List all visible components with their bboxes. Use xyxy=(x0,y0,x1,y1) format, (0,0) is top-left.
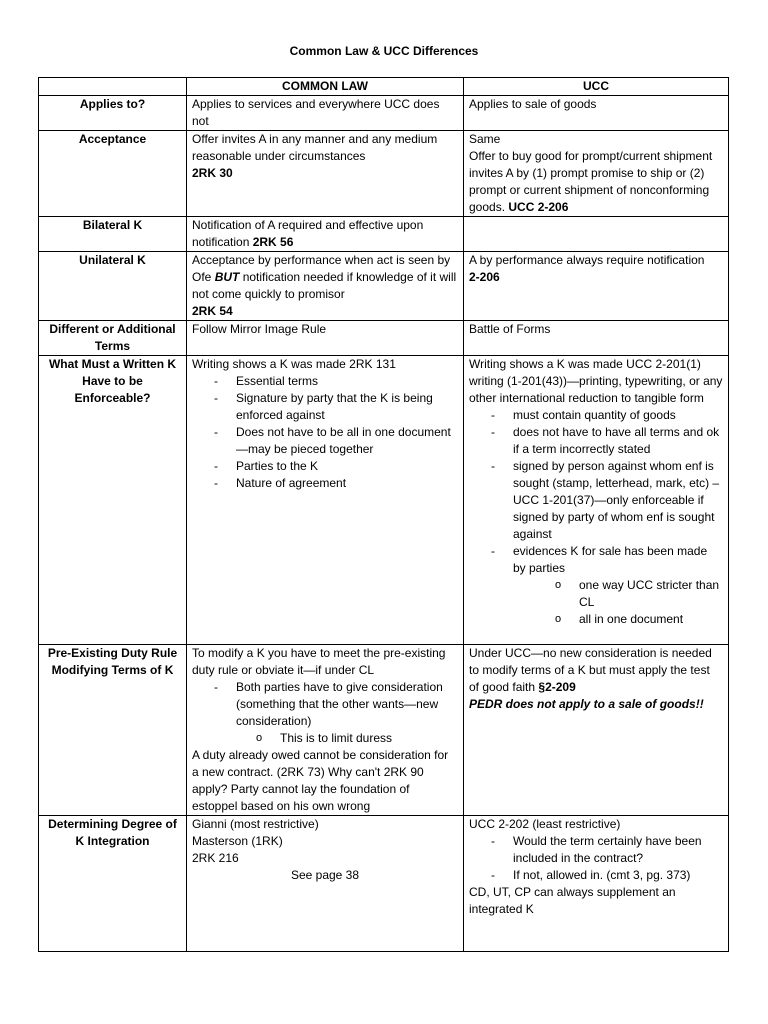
cl-list xyxy=(192,373,458,492)
ucc-cell xyxy=(464,645,729,816)
ucc-note: PEDR does not apply to a sale of goods!! xyxy=(469,697,704,711)
ucc-list xyxy=(469,407,723,628)
row-acceptance xyxy=(39,131,729,217)
cl-but: BUT xyxy=(214,270,240,284)
sub-list-item: o one way UCC stricter than CL xyxy=(555,577,723,611)
cl-outro: A duty already owed cannot be consideration for a new contract. (2RK 73) Why can't 2RK 90 apply? Party cannot lay the foundation of estoppel based on his own wrong xyxy=(192,748,449,813)
cl-line: Gianni (most restrictive) xyxy=(192,817,319,831)
ucc-cell xyxy=(464,816,729,952)
list-item: - Essential terms xyxy=(214,373,458,390)
ucc-cell xyxy=(464,131,729,217)
list-item: - If not, allowed in. (cmt 3, pg. 373) xyxy=(491,867,723,884)
ucc-text: Offer to buy good for prompt/current shipment invites A by (1) prompt promise to ship or (2) prompt or current shipment of nonconforming goods. xyxy=(469,149,713,214)
cl-line: Masterson (1RK) xyxy=(192,834,283,848)
cl-list xyxy=(192,679,458,747)
cl-intro: Writing shows a K was made 2RK 131 xyxy=(192,357,396,371)
ucc-same: Same xyxy=(469,132,501,146)
ucc-text: Under UCC—no new consideration is needed to modify terms of a K but must apply the test of good faith xyxy=(469,646,712,694)
row-different-terms xyxy=(39,321,729,356)
ucc-outro: CD, UT, CP can always supplement an integrated K xyxy=(469,885,676,916)
ucc-cell: Applies to sale of goods xyxy=(464,96,729,131)
ucc-reference: §2-209 xyxy=(538,680,576,694)
cl-cell: Applies to services and everywhere UCC does not xyxy=(187,96,464,131)
row-label: Applies to? xyxy=(39,96,187,131)
cl-reference: 2RK 30 xyxy=(192,166,233,180)
ucc-sublist xyxy=(513,577,723,628)
sub-list-item: o all in one document xyxy=(555,611,723,628)
list-item: - signed by person against whom enf is sought (stamp, letterhead, mark, etc) –UCC 1-201(37)—only enforceable if signed by party of whom enf is sought against xyxy=(491,458,723,543)
list-item: - must contain quantity of goods xyxy=(491,407,723,424)
cl-see-page: See page 38 xyxy=(290,868,360,882)
cl-cell: Follow Mirror Image Rule xyxy=(187,321,464,356)
row-label: Different or Additional Terms xyxy=(39,321,187,356)
cl-text: Acceptance by performance when act is seen by Ofe xyxy=(192,253,451,284)
cl-cell xyxy=(187,356,464,645)
row-label: Bilateral K xyxy=(39,217,187,252)
row-preexisting-duty xyxy=(39,645,729,816)
ucc-cell xyxy=(464,356,729,645)
ucc-list xyxy=(469,833,723,884)
list-item: - Parties to the K xyxy=(214,458,458,475)
list-item: - Would the term certainly have been included in the contract? xyxy=(491,833,723,867)
ucc-reference: 2-206 xyxy=(469,270,500,284)
document-title: Common Law & UCC Differences xyxy=(289,44,479,58)
table-header-row xyxy=(39,78,729,96)
row-written-k xyxy=(39,356,729,645)
cl-cell xyxy=(187,131,464,217)
ucc-cell: Battle of Forms xyxy=(464,321,729,356)
cl-cell xyxy=(187,217,464,252)
ucc-cell xyxy=(464,252,729,321)
cl-sublist xyxy=(236,730,458,747)
row-label: Unilateral K xyxy=(39,252,187,321)
list-item-text: evidences K for sale has been made by parties xyxy=(513,544,708,575)
list-item: - does not have to have all terms and ok if a term incorrectly stated xyxy=(491,424,723,458)
cl-intro: To modify a K you have to meet the pre-existing duty rule or obviate it—if under CL xyxy=(192,646,446,677)
row-label: Determining Degree of K Integration xyxy=(39,816,187,952)
row-integration xyxy=(39,816,729,952)
cl-cell xyxy=(187,645,464,816)
row-bilateral-k xyxy=(39,217,729,252)
row-label: Acceptance xyxy=(39,131,187,217)
ucc-cell xyxy=(464,217,729,252)
ucc-intro: UCC 2-202 (least restrictive) xyxy=(469,817,621,831)
row-applies-to xyxy=(39,96,729,131)
ucc-reference: UCC 2-206 xyxy=(508,200,569,214)
list-item xyxy=(491,543,723,628)
cl-cell xyxy=(187,816,464,952)
list-item-text: Both parties have to give consideration (something that the other wants—new consideration) xyxy=(236,680,443,728)
ucc-intro: Writing shows a K was made UCC 2-201(1) writing (1-201(43))—printing, typewriting, or any other international reduction to tangible form xyxy=(469,357,723,405)
row-unilateral-k xyxy=(39,252,729,321)
list-item xyxy=(214,679,458,747)
ucc-text: A by performance always require notification xyxy=(469,253,705,267)
cl-reference: 2RK 54 xyxy=(192,304,233,318)
list-item: - Signature by party that the K is being enforced against xyxy=(214,390,458,424)
row-label: What Must a Written K Have to be Enforceable? xyxy=(39,356,187,645)
list-item: - Nature of agreement xyxy=(214,475,458,492)
row-label: Pre-Existing Duty Rule Modifying Terms of K xyxy=(39,645,187,816)
cl-text-cont: notification needed if knowledge of it will not come quickly to promisor xyxy=(192,270,457,301)
comparison-table xyxy=(38,77,729,952)
cl-reference: 2RK 56 xyxy=(252,235,294,249)
header-blank xyxy=(39,78,187,96)
cl-text: Offer invites A in any manner and any medium reasonable under circumstances xyxy=(192,132,438,163)
list-item: - Does not have to be all in one document—may be pieced together xyxy=(214,424,458,458)
cl-line: 2RK 216 xyxy=(192,851,239,865)
cl-cell xyxy=(187,252,464,321)
cl-text: Notification of A required and effective upon notification xyxy=(192,218,424,249)
sub-list-item: o This is to limit duress xyxy=(256,730,458,747)
header-ucc: UCC xyxy=(464,78,729,96)
header-common-law: COMMON LAW xyxy=(187,78,464,96)
